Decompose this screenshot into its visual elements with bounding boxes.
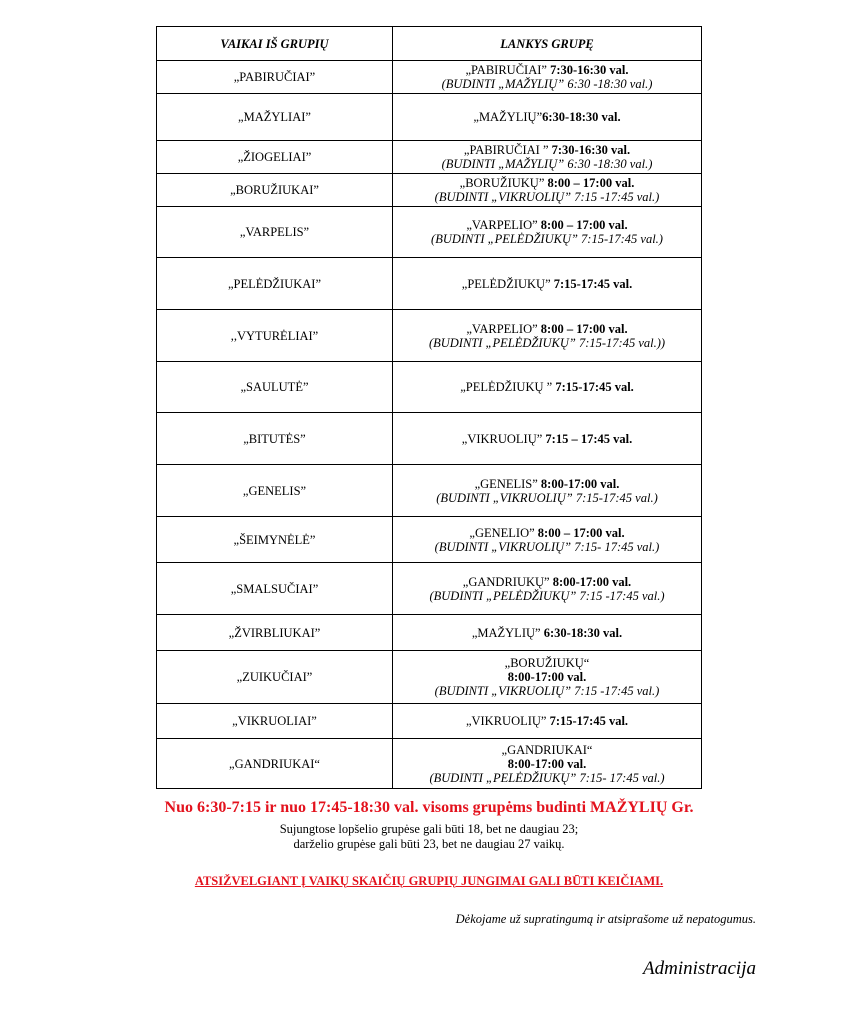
working-hours: 7:30-16:30 val. [550,63,629,77]
target-group-cell [393,563,702,615]
group-merge-table [156,26,702,789]
from-group-cell: „BITUTĖS” [157,413,393,465]
target-group-name: „VIKRUOLIŲ” [461,431,546,446]
table-row [157,207,702,258]
working-hours: 8:00 – 17:00 val. [540,218,628,232]
target-group-name: „GENELIO” [469,525,538,540]
working-hours: 7:30-16:30 val. [551,143,631,157]
target-group-cell [393,413,702,465]
duty-group-note: (BUDINTI „VIKRUOLIŲ” 7:15- 17:45 val.) [434,539,660,554]
table-row [157,61,702,94]
thanks-note: Dėkojame už supratingumą ir atsiprašome už nepatogumus. [455,912,756,926]
from-group-cell: ,,VYTURĖLIAI” [157,310,393,362]
signature: Administracija [643,958,756,979]
duty-group-note: (BUDINTI „VIKRUOLIŲ” 7:15 -17:45 val.) [434,190,660,204]
duty-group-note: (BUDINTI „MAŽYLIŲ” 6:30 -18:30 val.) [441,157,653,171]
target-group-name: „PELĖDŽIUKŲ ” [460,380,556,394]
duty-group-note: (BUDINTI „PELĖDŽIUKŲ” 7:15-17:45 val.)) [428,335,666,350]
target-group-cell [393,362,702,413]
target-group-cell [393,739,702,789]
target-group-name: „PABIRUČIAI” [465,63,551,77]
working-hours: 8:00 – 17:00 val. [547,176,635,190]
target-group-cell [393,207,702,258]
table-row [157,465,702,517]
table-row [157,651,702,704]
header-from-groups: VAIKAI IŠ GRUPIŲ [157,27,393,61]
target-group-name: „PABIRUČIAI ” [463,143,552,157]
target-group-name: „VARPELIO” [466,218,541,232]
working-hours: 7:15-17:45 val. [553,276,633,291]
from-group-cell: „PELĖDŽIUKAI” [157,258,393,310]
target-group-cell [393,465,702,517]
target-group-name: „MAŽYLIŲ” [473,110,543,124]
working-hours: 6:30-18:30 val. [542,110,621,124]
from-group-cell: „MAŽYLIAI” [157,94,393,141]
duty-notice: Nuo 6:30-7:15 ir nuo 17:45-18:30 val. visoms grupėms budinti MAŽYLIŲ Gr. [164,799,694,816]
duty-group-note: (BUDINTI „VIKRUOLIŲ” 7:15-17:45 val.) [436,490,658,505]
table-row [157,563,702,615]
from-group-cell: „GENELIS” [157,465,393,517]
target-group-cell [393,258,702,310]
table-row [157,174,702,207]
from-group-cell: „VIKRUOLIAI” [157,704,393,739]
working-hours: 6:30-18:30 val. [543,625,623,640]
target-group-name: „GANDRIUKŲ” [462,574,553,589]
table-row [157,615,702,651]
working-hours: 8:00 – 17:00 val. [537,525,625,540]
target-group-name: „BORUŽIUKŲ“ [504,656,590,670]
working-hours: 8:00-17:00 val. [507,756,587,771]
capacity-note-nursery: Sujungtose lopšelio grupėse gali būti 18, bet ne daugiau 23; [279,822,579,836]
from-group-cell: „ŠEIMYNĖLĖ” [157,517,393,563]
from-group-cell: „ŽIOGELIAI” [157,141,393,174]
table-row [157,517,702,563]
table-row [157,739,702,789]
table-header-row [157,27,702,61]
table-row [157,413,702,465]
from-group-cell: „GANDRIUKAI“ [157,739,393,789]
duty-group-note: (BUDINTI „PELĖDŽIUKŲ” 7:15 -17:45 val.) [429,588,665,603]
duty-group-note: (BUDINTI „VIKRUOLIŲ” 7:15 -17:45 val.) [434,684,660,698]
target-group-name: „VARPELIO” [466,321,541,336]
duty-group-note: (BUDINTI „PELĖDŽIUKŲ” 7:15-17:45 val.) [431,232,663,246]
table-row [157,94,702,141]
target-group-cell [393,704,702,739]
from-group-cell: „SMALSUČIAI” [157,563,393,615]
target-group-cell [393,651,702,704]
target-group-cell [393,174,702,207]
duty-group-note: (BUDINTI „MAŽYLIŲ” 6:30 -18:30 val.) [441,77,653,91]
target-group-cell [393,517,702,563]
table-row [157,310,702,362]
capacity-note-kindergarten: darželio grupėse gali būti 23, bet ne daugiau 27 vaikų. [293,837,565,851]
table-row [157,258,702,310]
from-group-cell: „ZUIKUČIAI” [157,651,393,704]
working-hours: 8:00 – 17:00 val. [540,321,628,336]
working-hours: 8:00-17:00 val. [540,476,620,491]
working-hours: 7:15-17:45 val. [555,380,634,394]
table-row [157,141,702,174]
from-group-cell: „BORUŽIUKAI” [157,174,393,207]
target-group-cell [393,141,702,174]
header-attends-group: LANKYS GRUPĘ [393,27,702,61]
table-body [157,61,702,789]
target-group-name: „GANDRIUKAI“ [501,742,593,757]
working-hours: 8:00-17:00 val. [552,574,632,589]
table-row [157,704,702,739]
from-group-cell: „PABIRUČIAI” [157,61,393,94]
target-group-cell [393,94,702,141]
table-row [157,362,702,413]
working-hours: 8:00-17:00 val. [507,670,587,684]
working-hours: 7:15-17:45 val. [549,714,629,728]
target-group-name: „VIKRUOLIŲ” [465,714,550,728]
working-hours: 7:15 – 17:45 val. [545,431,633,446]
target-group-name: „MAŽYLIŲ” [471,625,544,640]
target-group-cell [393,310,702,362]
target-group-cell [393,61,702,94]
change-warning: ATSIŽVELGIANT Į VAIKŲ SKAIČIŲ GRUPIŲ JUNGIMAI GALI BŪTI KEIČIAMI. [194,874,664,888]
from-group-cell: „SAULUTĖ” [157,362,393,413]
target-group-name: „GENELIS” [474,476,541,491]
target-group-cell [393,615,702,651]
target-group-name: „BORUŽIUKŲ” [459,176,548,190]
from-group-cell: „VARPELIS” [157,207,393,258]
target-group-name: „PELĖDŽIUKŲ” [461,276,554,291]
from-group-cell: „ŽVIRBLIUKAI” [157,615,393,651]
duty-group-note: (BUDINTI „PELĖDŽIUKŲ” 7:15- 17:45 val.) [429,770,665,785]
